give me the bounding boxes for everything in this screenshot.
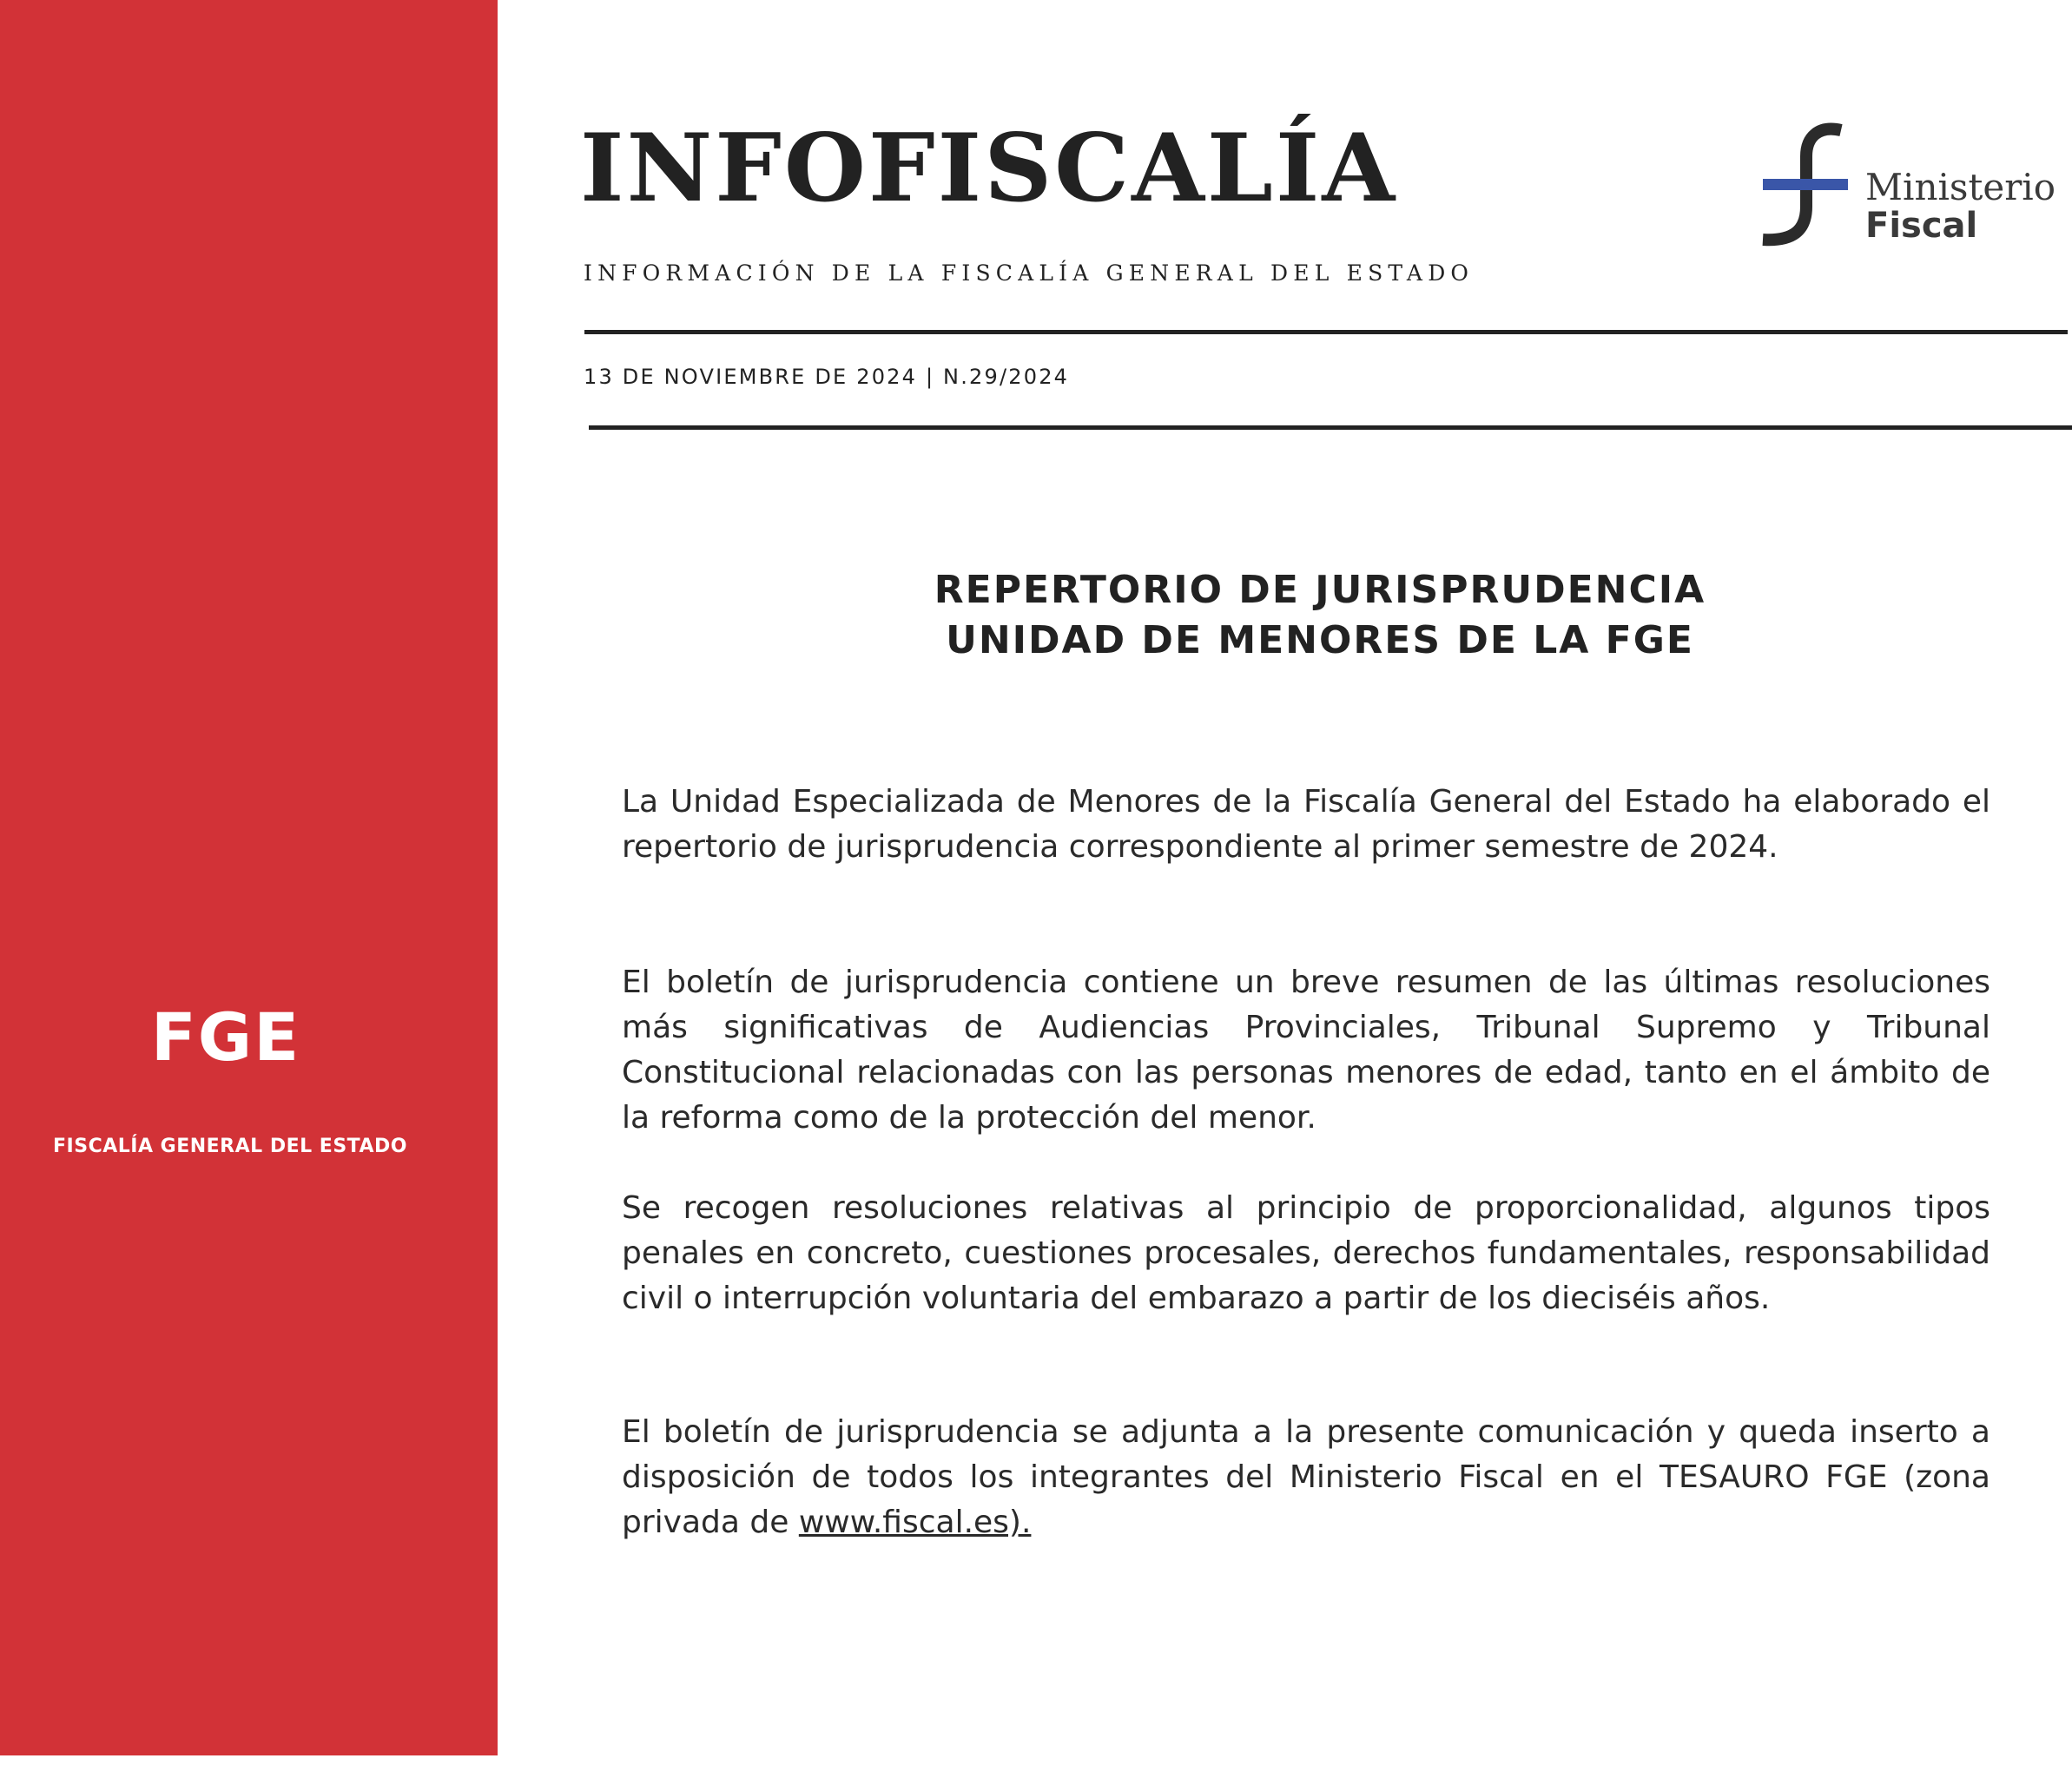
sidebar-subtitle: FISCALÍA GENERAL DEL ESTADO [53, 1136, 407, 1157]
article-heading-line2: UNIDAD DE MENORES DE LA FGE [946, 618, 1694, 662]
bottom-divider [589, 425, 2072, 430]
sidebar-panel [0, 0, 498, 1755]
ministerio-fiscal-logo [1758, 122, 2072, 252]
issue-date-number: 13 DE NOVIEMBRE DE 2024 | N.29/2024 [584, 365, 1070, 389]
sidebar-acronym: FGE [150, 998, 301, 1076]
top-divider [584, 330, 2068, 334]
paragraph-2: El boletín de jurisprudencia contiene un breve resumen de las últimas resoluciones más significativas de Audiencias Provinciales, Tribunal Supremo y Tribunal Constitucional relacionadas con las personas menores de edad, tanto en el ámbito de la reforma como de la protección del menor. [622, 965, 1990, 1136]
ministerio-fiscal-logo-icon [1758, 122, 1853, 252]
paragraph-4-text: El boletín de jurisprudencia se adjunta a la presente comunicación y queda inserto a disposición de todos los integrantes del Ministerio Fiscal en el TESAURO FGE (zona privada de [622, 1414, 1990, 1540]
article-heading-line1: REPERTORIO DE JURISPRUDENCIA [934, 568, 1706, 612]
paragraph-3: Se recogen resoluciones relativas al principio de proporcionalidad, algunos tipos penales en concreto, cuestiones procesales, derechos fundamentales, responsabilidad civil o interrupción voluntaria del embarazo a partir de los dieciséis años. [622, 1190, 1990, 1316]
paragraph-4 [622, 1410, 1990, 1545]
fiscal-website-link[interactable]: www.fiscal.es). [798, 1505, 1032, 1540]
logo-text-ministerio: Ministerio [1865, 166, 2056, 208]
logo-text-fiscal: Fiscal [1865, 206, 1978, 246]
paragraph-1: La Unidad Especializada de Menores de la Fiscalía General del Estado ha elaborado el repertorio de jurisprudencia correspondiente al primer semestre de 2024. [622, 784, 1990, 865]
masthead-title: INFOFISCALÍA [580, 114, 1398, 223]
masthead-subtitle: INFORMACIÓN DE LA FISCALÍA GENERAL DEL ESTADO [584, 260, 1475, 286]
